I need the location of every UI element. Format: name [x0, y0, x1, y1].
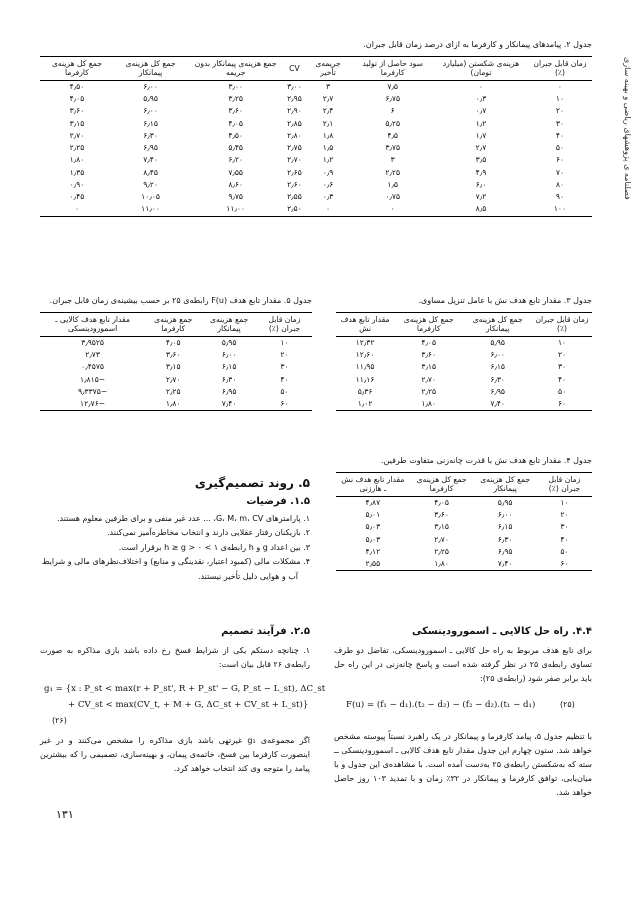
table-cell: ۲٫۵۰: [284, 203, 305, 216]
table-cell: ۷۰: [555, 167, 565, 177]
table-cell: ۵٫۹۵: [221, 337, 237, 347]
table-row: [40, 154, 592, 166]
table-cell: ۷٫۴۰: [463, 398, 532, 411]
assumption-3: ۳. بین اعداد g و h رابطه‌ی ۱ > h ≥ g > ۰ برقرار است.: [118, 542, 310, 552]
table-cell: ۲٫۷۰: [69, 130, 85, 140]
table-cell: ۱٫۳۵: [69, 167, 85, 177]
table-row: [336, 558, 592, 571]
table-cell: ۲٫۲۵: [421, 386, 437, 396]
table-cell: ۰٫۳: [322, 192, 334, 202]
table-row: [40, 118, 592, 130]
table-cell: ۰٫۹۰: [69, 179, 85, 189]
column-header: جمع هزینه‌ی کارفرما: [145, 313, 201, 337]
table-cell: ۸۰: [555, 179, 565, 189]
table-cell: ۰: [351, 203, 434, 216]
table-cell: ۱۰۰: [528, 203, 592, 216]
table-cell: ۵٫۹۵: [497, 497, 513, 507]
table-cell: ۰٫۴۵: [69, 192, 85, 202]
table-cell: ۷٫۵: [387, 81, 398, 91]
table2: [40, 56, 592, 217]
table-cell: ۶٫۳۰: [490, 374, 506, 384]
page-number: ۱۳۱: [56, 808, 74, 821]
assumption-1: ۱. پارامترهای G، M، m، CV، ... عدد غیر منفی و برای طرفین معلوم هستند.: [56, 514, 310, 523]
table-cell: ۶٫۰۰: [143, 81, 158, 91]
table-cell: ۳٫۶۰: [228, 106, 244, 116]
section44-title: ۴.۴. راه حل کالایی ـ اسمورودینسکی: [411, 626, 592, 637]
table-cell: ۲٫۷۵: [287, 143, 302, 153]
column-header: جمع کل هزینه‌ی کارفرما: [394, 313, 463, 337]
table-row: [336, 361, 592, 373]
table-cell: ۲٫۷۰: [165, 374, 181, 384]
table-cell: ۱۰: [555, 94, 565, 104]
formula-25: F(u) = (f₁ − d₁).(t₂ − d₂) − (f₂ − d₂).(t₁ − d₁): [346, 700, 536, 710]
table-cell: ۴٫۰۵: [421, 337, 437, 347]
table-cell: ۷٫۴۰: [473, 558, 536, 571]
table-cell: ۵۰: [560, 546, 569, 556]
table-cell: ۵۰: [557, 386, 567, 396]
table-cell: ۴٫۵۰: [228, 130, 244, 140]
table-row: [336, 398, 592, 411]
table-cell: ۶٫۰۰: [490, 350, 506, 360]
table-row: [40, 93, 592, 105]
table-row: [40, 386, 312, 398]
table-cell: ۲٫۱: [322, 118, 334, 128]
table-cell: ۲٫۷۰: [287, 155, 302, 165]
table-cell: ۴٫۰۵: [69, 94, 85, 104]
table-cell: ۳: [326, 81, 331, 91]
table-cell: ۲٫۵۵: [287, 192, 302, 202]
table-cell: ۳٫۹۵۲۵: [81, 337, 105, 347]
table-row: [40, 105, 592, 117]
table-cell: ۹۰: [555, 192, 565, 202]
table-cell: ۲٫۹۰: [287, 106, 302, 116]
table-cell: ۱۱٫۹۵: [355, 362, 375, 372]
table-cell: ۰٫۳: [475, 94, 487, 104]
table-cell: ۱٫۸: [322, 130, 334, 140]
column-header: جمع کل هزینه‌ی کارفرما: [40, 57, 114, 81]
column-header: زمان قابل جبران (٪): [528, 57, 592, 81]
table-row: [336, 509, 592, 521]
decision-paragraph-2: اگر مجموعه‌ی g₁ غیرتهی باشد بازی مذاکره را مشخص می‌کنند و در غیر اینصورت کارفرما بین فسخ، خاتمه‌ی پیمان، و بهینه‌سازی، تصمیمی را که بیشترین پیامد را متوجه وی کند انتخاب خواهد کرد.: [40, 736, 311, 773]
table-cell: ۲٫۴: [322, 106, 334, 116]
column-header: جریمه‌ی تأخیر: [305, 57, 352, 81]
table-cell: ۳٫۶۰: [165, 350, 181, 360]
table-cell: ۴٫۰۵: [228, 118, 244, 128]
table-row: [336, 386, 592, 398]
table-cell: −۱۲٫۷۶: [40, 398, 145, 411]
table-cell: ۱۲٫۳۲: [355, 337, 375, 347]
formula-26-number: (۲۶): [52, 716, 67, 725]
column-header: زمان قابل جبران (٪): [257, 313, 312, 337]
table-cell: ۷٫۵۵: [228, 167, 244, 177]
table-cell: ۵٫۰۳: [365, 522, 381, 532]
table-row: [40, 203, 592, 216]
table-cell: ۲٫۷: [475, 143, 487, 153]
column-header: جمع کل هزینه‌ی پیمانکار: [473, 473, 536, 497]
table-cell: ۴٫۹: [475, 167, 487, 177]
table-cell: ۶٫۰۰: [221, 350, 237, 360]
table2-caption: جدول ۲. پیامدهای پیمانکار و کارفرما به ازای درصد زمان قابل جبران.: [363, 40, 592, 49]
table-cell: ۲٫۲۵: [165, 386, 181, 396]
table4: [336, 472, 592, 571]
table-cell: ۰: [40, 203, 114, 216]
table-cell: ۲٫۷۰: [434, 534, 449, 544]
table-cell: ۰٫۷۵: [385, 192, 401, 202]
table-cell: ۳٫۷۵: [385, 143, 401, 153]
table-cell: −۱٫۸۱۵: [80, 374, 106, 384]
column-header: CV: [284, 57, 305, 81]
table-cell: ۱٫۲: [475, 118, 487, 128]
table-cell: ۴٫۱۲: [365, 546, 381, 556]
table-cell: ۲٫۷۰: [421, 374, 437, 384]
table-cell: ۵٫۴۵: [228, 143, 244, 153]
assumptions-list: [40, 512, 310, 584]
table-cell: ۵٫۰۳: [365, 534, 381, 544]
table-cell: ۲٫۲۵: [385, 167, 401, 177]
table-cell: ۱۱٫۱۶: [355, 374, 375, 384]
table-cell: ۱٫۸۰: [410, 558, 474, 571]
table5-caption: جدول ۵. مقدار تابع هدف F(u) رابطه‌ی ۲۵ بر حسب بیشینه‌ی زمان قابل جبران.: [49, 296, 312, 305]
table-cell: ۳٫۶۰: [434, 510, 449, 520]
table-cell: ۴٫۵: [387, 130, 398, 140]
table-row: [40, 167, 592, 179]
table-cell: ۶٫۳۰: [143, 130, 158, 140]
assumption-4-cont: آب و هوایی دلیل تأخیر نیستند.: [197, 571, 298, 581]
table-row: [40, 80, 592, 93]
table-cell: ۶٫۳۰: [497, 534, 513, 544]
column-header: جمع کل هزینه‌ی پیمانکار: [114, 57, 187, 81]
table-cell: ۱۰: [560, 497, 569, 507]
table-cell: ۳٫۶۰: [69, 106, 85, 116]
section5-subtitle-assumptions: ۱.۵. فرضیات: [246, 496, 310, 507]
table-cell: ۵٫۹۵: [143, 94, 158, 104]
table-cell: ۲٫۲۵: [69, 143, 85, 153]
table-cell: ۳٫۰۰: [228, 81, 244, 91]
table-row: [40, 179, 592, 191]
decision-paragraph-1: ۱. چنانچه دستکم یکی از شرایط فسخ رخ داده باشد بازی مذاکره به صورت رابطه‌ی ۲۶ قابل بیان است:: [40, 646, 310, 669]
running-head: فصلنامه ی پژوهشهای ریاضی و بهینه سازی: [623, 57, 632, 200]
table-cell: ۴٫۸۷: [365, 497, 381, 507]
table-cell: ۷٫۴۰: [201, 398, 257, 411]
table-cell: ۳٫۵: [475, 155, 487, 165]
table-cell: ۱٫۲: [322, 155, 334, 165]
table-cell: ۲٫۸۵: [287, 118, 302, 128]
formula-26-line2: + CV_st < max(CV_t, + M + G, ΔC_st + CV_st + L_st)}: [68, 700, 309, 710]
column-header: سود حاصل از تولید کارفرما: [351, 57, 434, 81]
table-cell: ۴٫۰۵: [165, 337, 181, 347]
table-cell: ۲٫۷۳: [85, 350, 100, 360]
table-cell: ۶٫۱۵: [143, 118, 158, 128]
table-cell: ۱٫۵: [322, 143, 334, 153]
section44-paragraph-1: برای تابع هدف مربوط به راه حل کالایی ـ اسمورودینسکی، تفاضل دو طرف تساوی رابطه‌ی ۲۵ در نظر گرفته شده است و پاسخ چانه‌زنی در این راه حل باید برابر صفر شود (رابطه‌ی ۲۵):: [334, 646, 592, 683]
table-cell: ۲۰: [280, 350, 289, 360]
table-cell: ۰: [557, 81, 562, 91]
column-header: زمان قابل جبران (٪): [537, 473, 592, 497]
table-cell: ۶۰: [257, 398, 312, 411]
table-row: [336, 496, 592, 509]
column-header: جمع کل هزینه‌ی کارفرما: [410, 473, 474, 497]
table-cell: ۱٫۰۲: [336, 398, 394, 411]
section44-paragraph-2: با تنظیم جدول ۵، پیامد کارفرما و پیمانکار در یک راهبرد نسبتاً پیوسته مشخص خواهد شد. ستون چهارم این جدول مقدار تابع هدف کالایی ـ اسمورودینسکی ــ سته که به‌شکستن رابطه‌ی ۲۵ به‌دست آمده است. با مشاهده‌ی این جدول و با میان‌یابی، توافق کارفرما و پیمانکار در ۳۲٪ زمان و با تمدید ۱۰۳ روز حاصل خواهد شد.: [334, 732, 593, 797]
table-cell: ۳٫۲۵: [228, 94, 244, 104]
column-header: هزینه‌ی شکستن (میلیارد تومان): [434, 57, 528, 81]
table-cell: ۲۰: [557, 350, 567, 360]
table-cell: ۱۱٫۰۰: [187, 203, 284, 216]
formula-26-line1: g₁ = {x : P_st < max(r + P_st', R + P_st' − G, P_st − L_st), ΔC_st: [44, 684, 326, 694]
table-cell: ۲٫۷: [322, 94, 334, 104]
table-cell: ۴۰: [555, 130, 565, 140]
table-cell: ۴٫۵۰: [69, 81, 85, 91]
table-cell: ۶۰: [555, 155, 565, 165]
table-cell: ۶٫۱۵: [490, 362, 506, 372]
table-cell: ۲٫۸۰: [287, 130, 302, 140]
table5: [40, 312, 312, 411]
table-row: [336, 546, 592, 558]
table-cell: ۶٫۷۵: [385, 94, 401, 104]
table-cell: ۵٫۳۶: [357, 386, 373, 396]
table-cell: ۲٫۵۵: [336, 558, 410, 571]
table-cell: ۰: [305, 203, 352, 216]
column-header: جمع هزینه‌ی پیمانکار بدون جریمه: [187, 57, 284, 81]
table-cell: ۳۰: [557, 362, 567, 372]
table-cell: ۹٫۷۵: [228, 192, 244, 202]
table-row: [40, 374, 312, 386]
table-cell: ۳٫۱۵: [165, 362, 181, 372]
table-row: [336, 374, 592, 386]
table-cell: ۲٫۲۵: [434, 546, 449, 556]
table-row: [40, 191, 592, 203]
table-cell: ۱٫۸۰: [145, 398, 201, 411]
table-cell: −۹٫۳۳۷۵: [77, 386, 108, 396]
table-cell: ۳٫۱۵: [69, 118, 85, 128]
table-cell: ۸٫۴۵: [143, 167, 158, 177]
table-row: [40, 336, 312, 349]
column-header: مقدار تابع هدف نش: [336, 313, 394, 337]
table-cell: ۰٫۷: [475, 106, 487, 116]
table-cell: ۸٫۶۰: [228, 179, 244, 189]
table-cell: ۳۰: [555, 118, 565, 128]
table-cell: ۶۰: [537, 558, 592, 571]
table-cell: ۱۰٫۰۵: [141, 192, 160, 202]
table-cell: ۳: [390, 155, 395, 165]
table-cell: ۶۰: [532, 398, 592, 411]
table-cell: ۵٫۹۵: [490, 337, 506, 347]
table-cell: ۳۰: [280, 362, 289, 372]
table-cell: ۶٫۹۵: [490, 386, 506, 396]
table3-caption: جدول ۳. مقدار تابع هدف نش با عامل تنزیل مساوی.: [418, 296, 592, 305]
table-cell: ۸٫۵: [434, 203, 528, 216]
table-cell: ۲٫۶۰: [287, 179, 302, 189]
column-header: جمع کل هزینه‌ی پیمانکار: [463, 313, 532, 337]
table-cell: ۶٫۲۰: [228, 155, 244, 165]
assumption-4: ۴. مشکلات مالی (کمبود اعتبار، نقدینگی و منابع) و اختلاف‌نظرهای مالی و شرایط: [42, 557, 310, 567]
table-cell: ۶٫۰۰: [143, 106, 158, 116]
table-cell: ۵٫۲۵: [385, 118, 401, 128]
table-row: [336, 534, 592, 546]
table-cell: ۹٫۲۰: [143, 179, 158, 189]
table-cell: ۱٫۸۰: [69, 155, 85, 165]
table-cell: ۲۰: [555, 106, 565, 116]
table-cell: ۱٫۸۰: [394, 398, 463, 411]
table-cell: ۰: [478, 81, 484, 91]
table-cell: ۲٫۹۵: [287, 94, 302, 104]
table-cell: ۶٫۰۰: [497, 510, 513, 520]
table-cell: ۰٫۶: [322, 179, 334, 189]
table-cell: ۵۰: [280, 386, 289, 396]
section5-title: ۵. روند تصمیم‌گیری: [194, 476, 310, 490]
table-row: [336, 521, 592, 533]
table-cell: ۱٫۷: [475, 130, 487, 140]
table-cell: ۶٫۱۵: [221, 362, 237, 372]
table-cell: ۳٫۱۵: [421, 362, 437, 372]
table-cell: ۰٫۴۵۷۵: [81, 362, 105, 372]
table-cell: ۶٫۱۵: [497, 522, 513, 532]
table-cell: ۷٫۲: [475, 192, 487, 202]
table-cell: ۴۰: [557, 374, 567, 384]
table-cell: ۴۰: [560, 534, 569, 544]
table-cell: ۶٫۳۰: [221, 374, 237, 384]
column-header: مقدار تابع هدف نش ـ هارزنی: [336, 473, 410, 497]
assumption-2: ۲. بازیکنان رفتار عقلایی دارند و انتخاب مخاطره‌آمیز نمی‌کنند.: [107, 528, 310, 538]
column-header: جمع هزینه‌ی پیمانکار: [201, 313, 257, 337]
table-cell: ۱۰: [280, 337, 289, 347]
table-cell: ۴۰: [280, 374, 289, 384]
table4-caption: جدول ۴. مقدار تابع هدف نش با قدرت چانه‌زنی متفاوت طرفین.: [381, 456, 592, 465]
table-cell: ۲۰: [560, 510, 569, 520]
table-cell: ۶٫۹۵: [143, 143, 158, 153]
table-cell: ۳٫۶۰: [421, 350, 437, 360]
table-cell: ۶٫۰: [475, 179, 487, 189]
formula-25-number: (۲۵): [560, 700, 575, 709]
table-cell: ۱۲٫۶۰: [355, 350, 375, 360]
column-header: مقدار تابع هدف کالایی ـ اسمورودینسکی: [40, 313, 145, 337]
table-cell: ۴٫۰۵: [434, 497, 449, 507]
table3: [336, 312, 592, 411]
section5-subtitle-decision: ۲.۵. فرآیند تصمیم: [221, 626, 310, 637]
table-row: [40, 142, 592, 154]
table-cell: ۱۰: [557, 337, 567, 347]
table-cell: ۶٫۹۵: [497, 546, 513, 556]
table-row: [40, 361, 312, 373]
column-header: زمان قابل جبران (٪): [532, 313, 592, 337]
table-cell: ۵٫۰۱: [365, 510, 381, 520]
table-cell: ۳٫۱۵: [434, 522, 449, 532]
table-row: [40, 349, 312, 361]
table-cell: ۷٫۴۰: [143, 155, 158, 165]
table-cell: ۳٫۰۰: [287, 81, 302, 91]
table-cell: ۶٫۹۵: [221, 386, 237, 396]
table-row: [40, 398, 312, 411]
table-row: [336, 336, 592, 349]
table-cell: ۱٫۵: [387, 179, 398, 189]
table-cell: ۲٫۶۵: [287, 167, 302, 177]
table-cell: ۰٫۹: [322, 167, 334, 177]
table-cell: ۱۱٫۰۰: [114, 203, 187, 216]
table-row: [40, 130, 592, 142]
table-row: [336, 349, 592, 361]
table-cell: ۶: [390, 106, 395, 116]
table-cell: ۵۰: [555, 143, 565, 153]
table-cell: ۳۰: [560, 522, 569, 532]
